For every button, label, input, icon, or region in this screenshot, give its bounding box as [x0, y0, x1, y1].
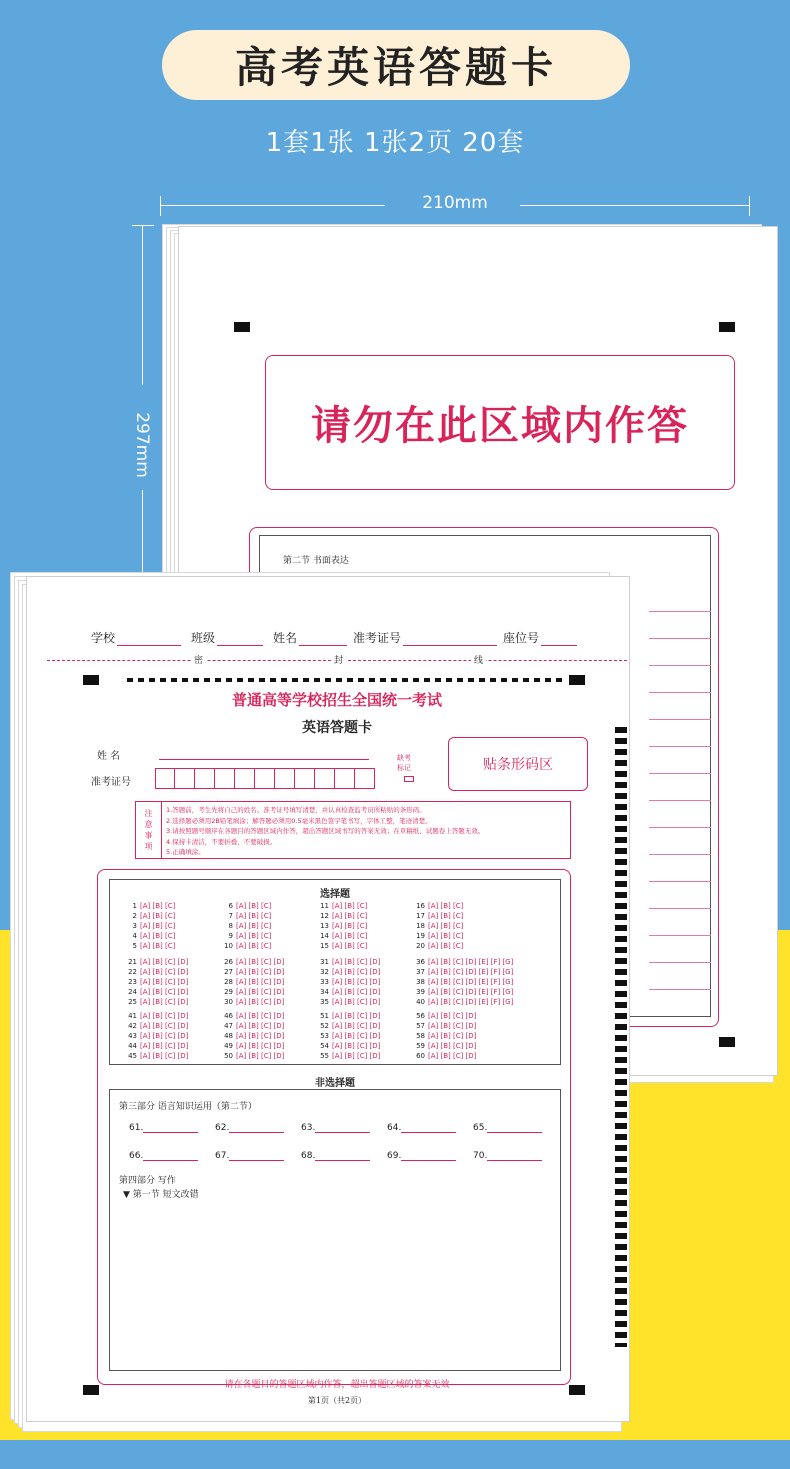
question-number: 9 [228, 932, 233, 940]
answer-bubble-row[interactable] [411, 931, 463, 941]
answer-options[interactable]: [A] [B] [C] [D] [332, 1052, 381, 1060]
question-number: 44 [128, 1042, 137, 1050]
answer-bubble-row[interactable] [219, 987, 284, 997]
answer-options[interactable]: [A] [B] [C] [D] [332, 988, 381, 996]
question-group[interactable] [315, 901, 367, 951]
answer-bubble-row[interactable] [219, 1041, 284, 1051]
question-number: 58 [416, 1032, 425, 1040]
answer-options[interactable]: [A] [B] [C] [D] [428, 1052, 477, 1060]
blank-67[interactable]: 67. [215, 1151, 284, 1161]
question-number: 34 [320, 988, 329, 996]
answer-bubble-row[interactable] [411, 921, 463, 931]
answer-options[interactable]: [A] [B] [C] [D] [428, 1012, 477, 1020]
answer-bubble-row[interactable] [315, 1041, 380, 1051]
question-number: 3 [132, 922, 137, 930]
answer-bubble-row[interactable] [411, 987, 513, 997]
answer-bubble-row[interactable] [219, 997, 284, 1007]
answer-bubble-row[interactable] [123, 977, 188, 987]
part4-subtitle: ▼ 第一节 短文改错 [123, 1190, 199, 1200]
question-number: 30 [224, 998, 233, 1006]
answer-bubble-row[interactable] [219, 901, 271, 911]
question-number: 23 [128, 978, 137, 986]
question-number: 40 [416, 998, 425, 1006]
answer-bubble-row[interactable] [411, 977, 513, 987]
answer-bubble-row[interactable] [315, 921, 367, 931]
answer-bubble-row[interactable] [219, 1031, 284, 1041]
banner-subtitle: 1套1张 1张2页 20套 [265, 128, 525, 158]
banner-title: 高考英语答题卡 [162, 30, 630, 100]
question-number: 38 [416, 978, 425, 986]
question-number: 42 [128, 1022, 137, 1030]
answer-bubble-row[interactable] [219, 911, 271, 921]
answer-options[interactable]: [A] [B] [C] [D] [E] [F] [G] [428, 978, 514, 986]
answer-bubble-row[interactable] [315, 941, 367, 951]
answer-options[interactable]: [A] [B] [C] [428, 942, 464, 950]
question-group[interactable] [411, 901, 463, 951]
question-number: 27 [224, 968, 233, 976]
width-label: 210mm [422, 193, 488, 213]
question-number: 6 [228, 902, 233, 910]
name-field-top[interactable]: 姓名 [273, 629, 347, 646]
question-number: 55 [320, 1052, 329, 1060]
answer-options[interactable]: [A] [B] [C] [D] [140, 1022, 189, 1030]
answer-options[interactable]: [A] [B] [C] [D] [236, 978, 285, 986]
exam-id-field-top[interactable]: 准考证号 [353, 629, 497, 646]
question-group[interactable] [123, 1011, 188, 1061]
answer-options[interactable]: [A] [B] [C] [236, 932, 272, 940]
question-number: 43 [128, 1032, 137, 1040]
question-number: 10 [224, 942, 233, 950]
question-number: 37 [416, 968, 425, 976]
question-number: 35 [320, 998, 329, 1006]
answer-options[interactable]: [A] [B] [C] [D] [236, 1032, 285, 1040]
answer-bubble-row[interactable] [123, 1041, 188, 1051]
notice-side-label: 注 意 事 项 [136, 802, 162, 858]
blank-62[interactable]: 62. [215, 1123, 284, 1133]
question-number: 12 [320, 912, 329, 920]
question-number: 7 [228, 912, 233, 920]
width-dimension [160, 193, 750, 216]
answer-options[interactable]: [A] [B] [C] [428, 932, 464, 940]
answer-options[interactable]: [A] [B] [C] [D] [236, 1022, 285, 1030]
notice-box [135, 801, 571, 859]
class-field[interactable]: 班级 [191, 629, 263, 646]
question-number: 56 [416, 1012, 425, 1020]
answer-bubble-row[interactable] [123, 1011, 188, 1021]
name-label: 姓 名 [97, 751, 121, 762]
exam-id-label: 准考证号 [91, 777, 131, 788]
question-group[interactable] [123, 901, 175, 951]
answer-options[interactable]: [A] [B] [C] [D] [236, 958, 285, 966]
answer-bubble-row[interactable] [123, 987, 188, 997]
answer-bubble-row[interactable] [315, 967, 380, 977]
question-number: 39 [416, 988, 425, 996]
question-number: 32 [320, 968, 329, 976]
question-number: 13 [320, 922, 329, 930]
corner-mark [569, 1385, 585, 1395]
height-dimension [132, 225, 154, 585]
answer-options[interactable]: [A] [B] [C] [D] [332, 998, 381, 1006]
question-group[interactable] [219, 1011, 284, 1061]
answer-bubble-row[interactable] [411, 967, 513, 977]
seal-char: 线 [471, 653, 486, 666]
answer-options[interactable]: [A] [B] [C] [D] [140, 1012, 189, 1020]
answer-bubble-row[interactable] [315, 987, 380, 997]
question-number: 59 [416, 1042, 425, 1050]
corner-mark [719, 322, 735, 332]
footer-warning: 请在各题目的答题区域内作答，超出答题区域的答案无效 [224, 1380, 450, 1390]
question-number: 47 [224, 1022, 233, 1030]
answer-options[interactable]: [A] [B] [C] [D] [E] [F] [G] [428, 958, 514, 966]
answer-bubble-row[interactable] [123, 911, 175, 921]
answer-options[interactable]: [A] [B] [C] [D] [236, 1052, 285, 1060]
answer-bubble-row[interactable] [411, 1021, 476, 1031]
answer-options[interactable]: [A] [B] [C] [D] [140, 958, 189, 966]
answer-bubble-row[interactable] [219, 957, 284, 967]
answer-bubble-row[interactable] [123, 1031, 188, 1041]
answer-bubble-row[interactable] [315, 1021, 380, 1031]
question-number: 20 [416, 942, 425, 950]
answer-options[interactable]: [A] [B] [C] [D] [332, 1012, 381, 1020]
answer-bubble-row[interactable] [315, 997, 380, 1007]
answer-options[interactable]: [A] [B] [C] [D] [332, 978, 381, 986]
question-number: 45 [128, 1052, 137, 1060]
answer-options[interactable]: [A] [B] [C] [D] [428, 1032, 477, 1040]
answer-bubble-row[interactable] [411, 911, 463, 921]
corner-mark [569, 675, 585, 685]
answer-bubble-row[interactable] [219, 967, 284, 977]
answer-options[interactable]: [A] [B] [C] [332, 902, 368, 910]
answer-options[interactable]: [A] [B] [C] [D] [E] [F] [G] [428, 998, 514, 1006]
answer-options[interactable]: [A] [B] [C] [428, 902, 464, 910]
question-number: 51 [320, 1012, 329, 1020]
question-number: 26 [224, 958, 233, 966]
answer-options[interactable]: [A] [B] [C] [140, 912, 176, 920]
part3-title: 第三部分 语言知识运用（第二节） [119, 1102, 257, 1112]
exam-id-boxes[interactable] [155, 768, 375, 789]
choice-title: 选择题 [320, 889, 350, 900]
answer-bubble-row[interactable] [123, 921, 175, 931]
question-number: 50 [224, 1052, 233, 1060]
barcode-area: 贴条形码区 [448, 737, 588, 791]
answer-options[interactable]: [A] [B] [C] [D] [236, 1012, 285, 1020]
answer-bubble-row[interactable] [315, 977, 380, 987]
question-group[interactable] [315, 1011, 380, 1061]
answer-bubble-row[interactable] [411, 901, 463, 911]
answer-options[interactable]: [A] [B] [C] [D] [236, 988, 285, 996]
answer-bubble-row[interactable] [411, 957, 513, 967]
question-number: 19 [416, 932, 425, 940]
answer-bubble-row[interactable] [315, 1031, 380, 1041]
question-group[interactable] [411, 1011, 476, 1061]
seat-field[interactable]: 座位号 [503, 629, 577, 646]
question-number: 33 [320, 978, 329, 986]
answer-options[interactable]: [A] [B] [C] [D] [236, 1042, 285, 1050]
answer-bubble-row[interactable] [411, 997, 513, 1007]
answer-bubble-row[interactable] [219, 931, 271, 941]
answer-options[interactable]: [A] [B] [C] [D] [140, 1032, 189, 1040]
answer-bubble-row[interactable] [123, 1021, 188, 1031]
timing-track-side [615, 727, 627, 1347]
question-number: 22 [128, 968, 137, 976]
answer-bubble-row[interactable] [123, 957, 188, 967]
page-number: 第1页（共2页） [307, 1396, 367, 1405]
question-group[interactable] [219, 957, 284, 1007]
answer-bubble-row[interactable] [315, 931, 367, 941]
answer-options[interactable]: [A] [B] [C] [428, 922, 464, 930]
answer-bubble-row[interactable] [315, 911, 367, 921]
answer-bubble-row[interactable] [219, 921, 271, 931]
answer-options[interactable]: [A] [B] [C] [D] [332, 958, 381, 966]
school-field[interactable]: 学校 [91, 629, 181, 646]
answer-bubble-row[interactable] [219, 977, 284, 987]
blank-63[interactable]: 63. [301, 1123, 370, 1133]
blank-65[interactable]: 65. [473, 1123, 542, 1133]
answer-options[interactable]: [A] [B] [C] [D] [236, 998, 285, 1006]
question-number: 54 [320, 1042, 329, 1050]
question-group[interactable] [219, 901, 271, 951]
answer-bubble-row[interactable] [411, 1051, 476, 1061]
question-number: 5 [132, 942, 137, 950]
answer-bubble-row[interactable] [219, 941, 271, 951]
part4-title: 第四部分 写作 [119, 1176, 176, 1186]
timing-track-top [127, 678, 567, 682]
name-input-line[interactable] [159, 759, 369, 760]
answer-bubble-row[interactable] [123, 967, 188, 977]
answer-options[interactable]: [A] [B] [C] [428, 912, 464, 920]
absent-mark-label: 缺考 标记 [397, 754, 411, 772]
exam-title: 普通高等学校招生全国统一考试 [231, 691, 442, 709]
corner-mark [83, 1385, 99, 1395]
corner-mark [83, 675, 99, 685]
blank-69[interactable]: 69. [387, 1151, 456, 1161]
answer-options[interactable]: [A] [B] [C] [D] [140, 1042, 189, 1050]
answer-bubble-row[interactable] [315, 901, 367, 911]
question-number: 11 [320, 902, 329, 910]
answer-options[interactable]: [A] [B] [C] [236, 912, 272, 920]
non-choice-title: 非选择题 [315, 1078, 355, 1089]
question-number: 4 [132, 932, 137, 940]
answer-options[interactable]: [A] [B] [C] [D] [236, 968, 285, 976]
question-number: 8 [228, 922, 233, 930]
answer-bubble-row[interactable] [219, 1011, 284, 1021]
answer-options[interactable]: [A] [B] [C] [D] [E] [F] [G] [428, 968, 514, 976]
answer-bubble-row[interactable] [123, 997, 188, 1007]
corner-mark [719, 1037, 735, 1047]
blank-64[interactable]: 64. [387, 1123, 456, 1133]
answer-options[interactable]: [A] [B] [C] [D] [332, 968, 381, 976]
question-number: 28 [224, 978, 233, 986]
question-number: 2 [132, 912, 137, 920]
answer-bubble-row[interactable] [219, 1021, 284, 1031]
question-number: 29 [224, 988, 233, 996]
answer-bubble-row[interactable] [123, 931, 175, 941]
seal-char: 密 [191, 653, 206, 666]
answer-options[interactable]: [A] [B] [C] [332, 932, 368, 940]
question-group[interactable] [315, 957, 380, 1007]
answer-bubble-row[interactable] [411, 1011, 476, 1021]
question-number: 53 [320, 1032, 329, 1040]
question-number: 1 [132, 902, 137, 910]
question-number: 14 [320, 932, 329, 940]
height-label: 297mm [132, 412, 152, 478]
answer-options[interactable]: [A] [B] [C] [D] [140, 1052, 189, 1060]
answer-bubble-row[interactable] [123, 941, 175, 951]
answer-bubble-row[interactable] [411, 941, 463, 951]
answer-bubble-row[interactable] [123, 901, 175, 911]
question-group[interactable] [123, 957, 188, 1007]
answer-options[interactable]: [A] [B] [C] [332, 942, 368, 950]
answer-options[interactable]: [A] [B] [C] [D] [140, 988, 189, 996]
question-number: 46 [224, 1012, 233, 1020]
answer-bubble-row[interactable] [315, 1051, 380, 1061]
answer-options[interactable]: [A] [B] [C] [D] [428, 1042, 477, 1050]
answer-bubble-row[interactable] [219, 1051, 284, 1061]
question-number: 60 [416, 1052, 425, 1060]
absent-mark-box[interactable] [404, 776, 414, 782]
answer-options[interactable]: [A] [B] [C] [140, 932, 176, 940]
answer-options[interactable]: [A] [B] [C] [236, 942, 272, 950]
answer-options[interactable]: [A] [B] [C] [D] [332, 1032, 381, 1040]
seal-char: 封 [331, 653, 346, 666]
question-number: 49 [224, 1042, 233, 1050]
answer-options[interactable]: [A] [B] [C] [236, 902, 272, 910]
card-title: 英语答题卡 [302, 720, 372, 736]
answer-options[interactable]: [A] [B] [C] [140, 942, 176, 950]
answer-options[interactable]: [A] [B] [C] [332, 922, 368, 930]
question-number: 25 [128, 998, 137, 1006]
answer-options[interactable]: [A] [B] [C] [D] [428, 1022, 477, 1030]
answer-options[interactable]: [A] [B] [C] [D] [140, 998, 189, 1006]
answer-options[interactable]: [A] [B] [C] [140, 902, 176, 910]
corner-mark [234, 322, 250, 332]
answer-bubble-row[interactable] [315, 1011, 380, 1021]
front-sheet [26, 576, 630, 1422]
answer-options[interactable]: [A] [B] [C] [D] [140, 978, 189, 986]
answer-bubble-row[interactable] [315, 957, 380, 967]
question-number: 18 [416, 922, 425, 930]
back-section-title: 第二节 书面表达 [283, 556, 349, 566]
notice-text: 1.答题前，考生先将自己的姓名、准考证号填写清楚，并认真检查监考员所粘贴的条形码。 2.选择题必须用2B铅笔填涂；解答题必须用0.5毫米黑色签字笔书写，字体工整，笔迹清楚。 3.请按照题号顺序在各题目的答题区域内作答，超出答题区域书写的答案无效；在草稿纸、试题卷上答题无效。 4.保持卡清洁，不要折叠、不要破损。 5.正确填涂。 [166, 806, 485, 856]
question-number: 52 [320, 1022, 329, 1030]
answer-options[interactable]: [A] [B] [C] [D] [140, 968, 189, 976]
question-number: 48 [224, 1032, 233, 1040]
question-number: 31 [320, 958, 329, 966]
answer-options[interactable]: [A] [B] [C] [D] [E] [F] [G] [428, 988, 514, 996]
question-number: 36 [416, 958, 425, 966]
question-number: 21 [128, 958, 137, 966]
question-number: 24 [128, 988, 137, 996]
answer-options[interactable]: [A] [B] [C] [332, 912, 368, 920]
question-number: 41 [128, 1012, 137, 1020]
question-number: 15 [320, 942, 329, 950]
answer-options[interactable]: [A] [B] [C] [140, 922, 176, 930]
question-number: 16 [416, 902, 425, 910]
blank-61[interactable]: 61. [129, 1123, 198, 1133]
answer-bubble-row[interactable] [411, 1041, 476, 1051]
blank-70[interactable]: 70. [473, 1151, 542, 1161]
answer-options[interactable]: [A] [B] [C] [D] [332, 1042, 381, 1050]
question-number: 57 [416, 1022, 425, 1030]
answer-options[interactable]: [A] [B] [C] [D] [332, 1022, 381, 1030]
no-answer-zone: 请勿在此区域内作答 [265, 355, 735, 490]
answer-bubble-row[interactable] [411, 1031, 476, 1041]
answer-bubble-row[interactable] [123, 1051, 188, 1061]
blank-68[interactable]: 68. [301, 1151, 370, 1161]
question-number: 17 [416, 912, 425, 920]
blank-66[interactable]: 66. [129, 1151, 198, 1161]
question-group[interactable] [411, 957, 513, 1007]
answer-options[interactable]: [A] [B] [C] [236, 922, 272, 930]
